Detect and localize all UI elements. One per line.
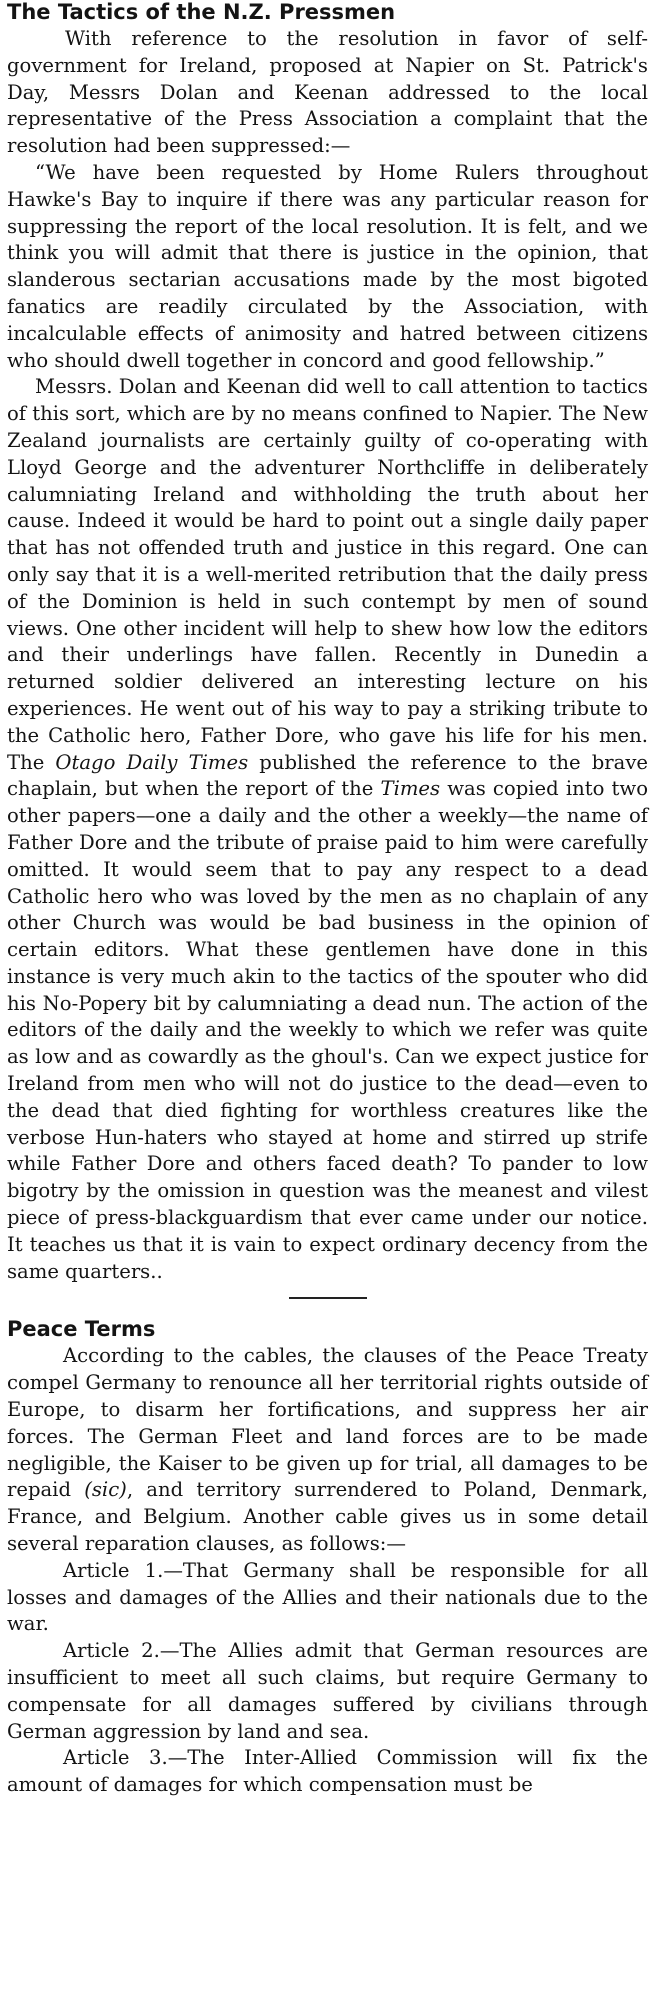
article-clause-3: Article 3.—The Inter-Allied Commission will fix the amount of damages for which compensation must be — [7, 1746, 648, 1797]
section-divider — [289, 1297, 367, 1299]
newspaper-name-short: Times — [380, 777, 441, 801]
paragraph — [7, 374, 648, 1285]
paragraph — [7, 1343, 648, 1557]
newspaper-name: Otago Daily Times — [55, 750, 249, 774]
article-title: Peace Terms — [7, 1317, 156, 1342]
sic-note: (sic) — [84, 1478, 127, 1502]
text-run: was copied into two other papers—one a daily and the other a weekly—the name of Father Dore and the tribute of praise paid to him were carefully omitted. It would seem that to pay any respect to a dead Catholic hero who was loved by the men as no chaplain of any other Church was would be bad business in the opinion of certain editors. What these gentlemen have done in this instance is very much akin to the tactics of the spouter who did his No-Popery bit by calumniating a dead nun. The action of the editors of the daily and the weekly to which we refer was quite as low and as cowardly as the ghoul's. Can we expect justice for Ireland from men who will not do justice to the dead—even to the dead that died fighting for worthless creatures like the verbose Hun-haters who stayed at home and stirred up strife while Father Dore and others faced death? To pander to low bigotry by the omission in question was the meanest and vilest piece of press-blackguardism that ever came under our notice. It teaches us that it is vain to expect ordinary decency from the same quarters.. — [7, 777, 648, 1283]
article-title: The Tactics of the N.Z. Pressmen — [7, 0, 396, 24]
quoted-letter-paragraph: “We have been requested by Home Rulers throughout Hawke's Bay to inquire if there was any particular reason for suppressing the report of the local resolution. It is felt, and we think you will admit that there is justice in the opinion, that slanderous sectarian accusations made by the most bigoted fanatics are readily circulated by the Association, with incalculable effects of animosity and hatred between citizens who should dwell together in concord and good fellowship.” — [7, 160, 648, 372]
text-run: published the reference to the brave chaplain, but when the report of the — [7, 750, 648, 801]
article-clause-1: Article 1.—That Germany shall be responsible for all losses and damages of the Allies and their nationals due to the war. — [7, 1558, 648, 1636]
text-run: , and territory surrendered to Poland, Denmark, France, and Belgium. Another cable gives us in some detail several reparation clauses, as follows:— — [7, 1478, 648, 1556]
paragraph: With reference to the resolution in favor of self-government for Ireland, proposed at Napier on St. Patrick's Day, Messrs Dolan and Keenan addressed to the local representative of the Press Association a complaint that the resolution had been suppressed:— — [7, 27, 648, 158]
text-run: According to the cables, the clauses of the Peace Treaty compel Germany to renounce all her territorial rights outside of Europe, to disarm her fortifications, and suppress her air forces. The German Fleet and land forces are to be made negligible, the Kaiser to be given up for trial, all damages to be repaid — [7, 1344, 648, 1502]
text-run: Messrs. Dolan and Keenan did well to call attention to tactics of this sort, which are by no means confined to Napier. The New Zealand journalists are certainly guilty of co-operating with Lloyd George and the adventurer Northcliffe in deliberately calumniating Ireland and withholding the truth about her cause. Indeed it would be hard to point out a single daily paper that has not offended truth and justice in this regard. One can only say that it is a well-merited retribution that the daily press of the Dominion is held in such contempt by men of sound views. One other incident will help to shew how low the editors and their underlings have fallen. Recently in Dunedin a returned soldier delivered an interesting lecture on his experiences. He went out of his way to pay a striking tribute to the Catholic hero, Father Dore, who gave his life for his men. The — [7, 375, 648, 774]
article-tactics-nz-pressmen — [7, 0, 648, 1285]
article-clause-2: Article 2.—The Allies admit that German resources are insufficient to meet all such claims, but require Germany to compensate for all damages suffered by civilians through German aggression by land and sea. — [7, 1639, 648, 1743]
article-peace-terms — [7, 1315, 648, 1799]
